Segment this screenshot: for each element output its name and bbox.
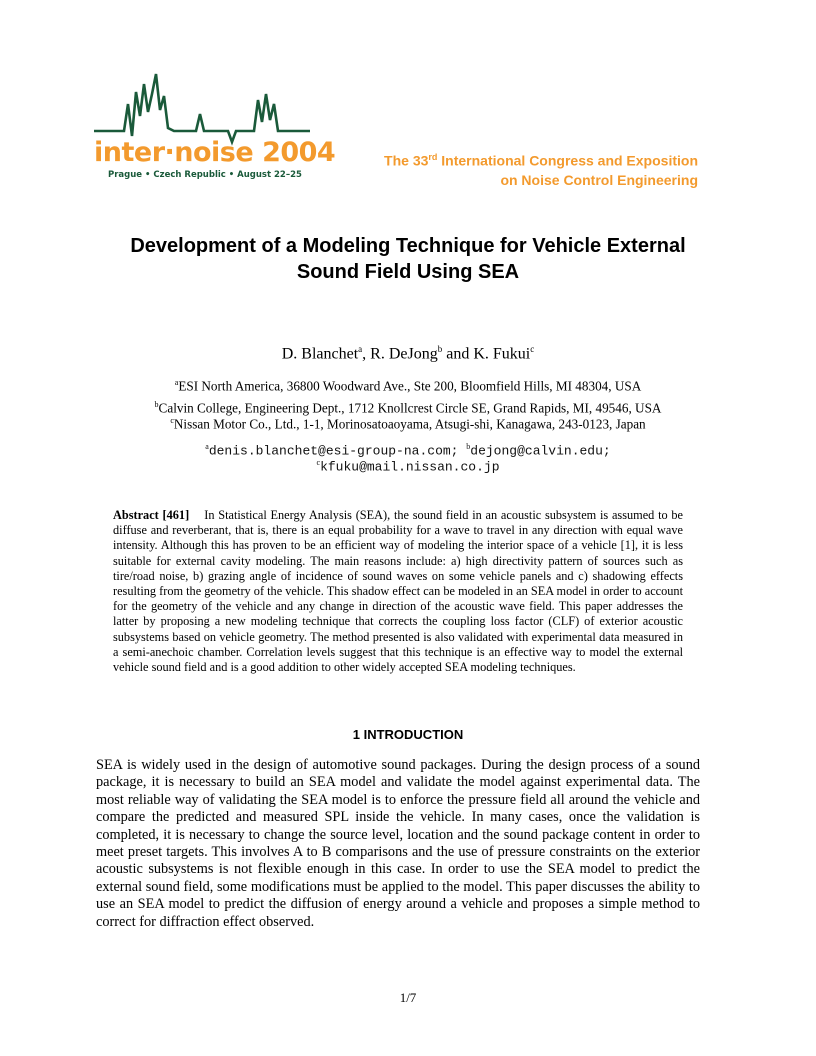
affiliation: $^a$ESI North America, 36800 Woodward Ave., Ste 200, Bloomfield Hills, MI 48304, USA — [174, 378, 642, 394]
author-name: K. Fukui — [473, 345, 531, 363]
author-list: D. Blanchet$^a$, R. DeJong$^b$ and K. Fukui$^c$ — [281, 344, 535, 363]
body-paragraph: SEA is widely used in the design of automotive sound packages. During the design process of a sound package, it is necessary to build an SEA model and validate the model against experimental data. The most reliable way of validating the SEA model is to enforce the pressure field all around the vehicle and compare the predicted and measured SPL inside the vehicle. In many cases, once the validation is completed, it is necessary to change the source level, location and the sound package content in order to meet preset targets. This involves A to B comparisons and the use of pressure constraints on the exterior acoustic subsystems is not flexible enough in this case. In order to use the SEA model to predict the external sound field, some modifications must be applied to the model. This paper discusses the ability to use an SEA model to predict the diffusion of energy around a vehicle and proposes a simple method to correct for diffraction effect observed. — [96, 757, 700, 930]
affiliation: $^b$Calvin College, Engineering Dept., 1712 Knollcrest Circle SE, Grand Rapids, MI, 49546, USA — [154, 400, 662, 416]
paper-title: Development of a Modeling Technique for Vehicle External Sound Field Using SEA — [130, 235, 686, 283]
email-link[interactable]: denis.blanchet@esi-group-na.com; — [208, 443, 467, 459]
email-line: $^a$denis.blanchet@esi-group-na.com; $^b$dejong@calvin.edu; — [205, 442, 611, 459]
abstract — [113, 508, 683, 675]
author-name: D. Blanchet — [281, 345, 359, 363]
page-number: 1/7 — [399, 990, 417, 1005]
congress-header — [384, 148, 698, 190]
congress-line-1: The 33rd International Congress and Exposition — [384, 152, 698, 169]
email-link[interactable]: dejong@calvin.edu; — [470, 443, 611, 459]
affiliation: $^c$Nissan Motor Co., Ltd., 1-1, Morinosatoaoyama, Atsugi-shi, Kanagawa, 243-0123, Japan — [170, 416, 646, 432]
logo-tagline: Prague • Czech Republic • August 22–25 — [108, 170, 302, 180]
congress-line-2: on Noise Control Engineering — [500, 171, 698, 188]
section-heading: 1 INTRODUCTION — [352, 727, 464, 742]
author-name: R. DeJong — [370, 345, 438, 363]
abstract-label: Abstract [461] — [113, 508, 190, 522]
conference-logo — [94, 70, 336, 184]
logo-wordmark: inter·noise 2004 — [94, 137, 336, 168]
abstract-text: In Statistical Energy Analysis (SEA), the sound field in an acoustic subsystem is assumed to be diffuse and reverberant, that is, there is an equal probability for a wave to travel in any direction with equal wave intensity. Although this has proven to be an efficient way of modeling the interior space of a vehicle [1], it is less suitable for external cavity modeling. The main reasons include: a) high directivity pattern of sources such as tire/road noise, b) grazing angle of incidence of sound waves on some vehicle panels and c) shadowing effects resulting from the geometry of the vehicle. This shadow effect can be modeled in an SEA model in order to account for the geometry of the vehicle and any change in direction of the acoustic wave field. This paper addresses the latter by proposing a new modeling technique that corrects the coupling loss factor (CLF) of exterior acoustic subsystems based on vehicle geometry. The method presented is also validated with experimental data measured in a semi-anechoic chamber. Correlation levels suggest that this technique is an effective way to model the external vehicle sound field and is a good addition to other widely accepted SEA modeling techniques. — [113, 508, 684, 675]
email-line: $^c$kfuku@mail.nissan.co.jp — [316, 458, 500, 475]
email-link[interactable]: kfuku@mail.nissan.co.jp — [320, 459, 500, 475]
